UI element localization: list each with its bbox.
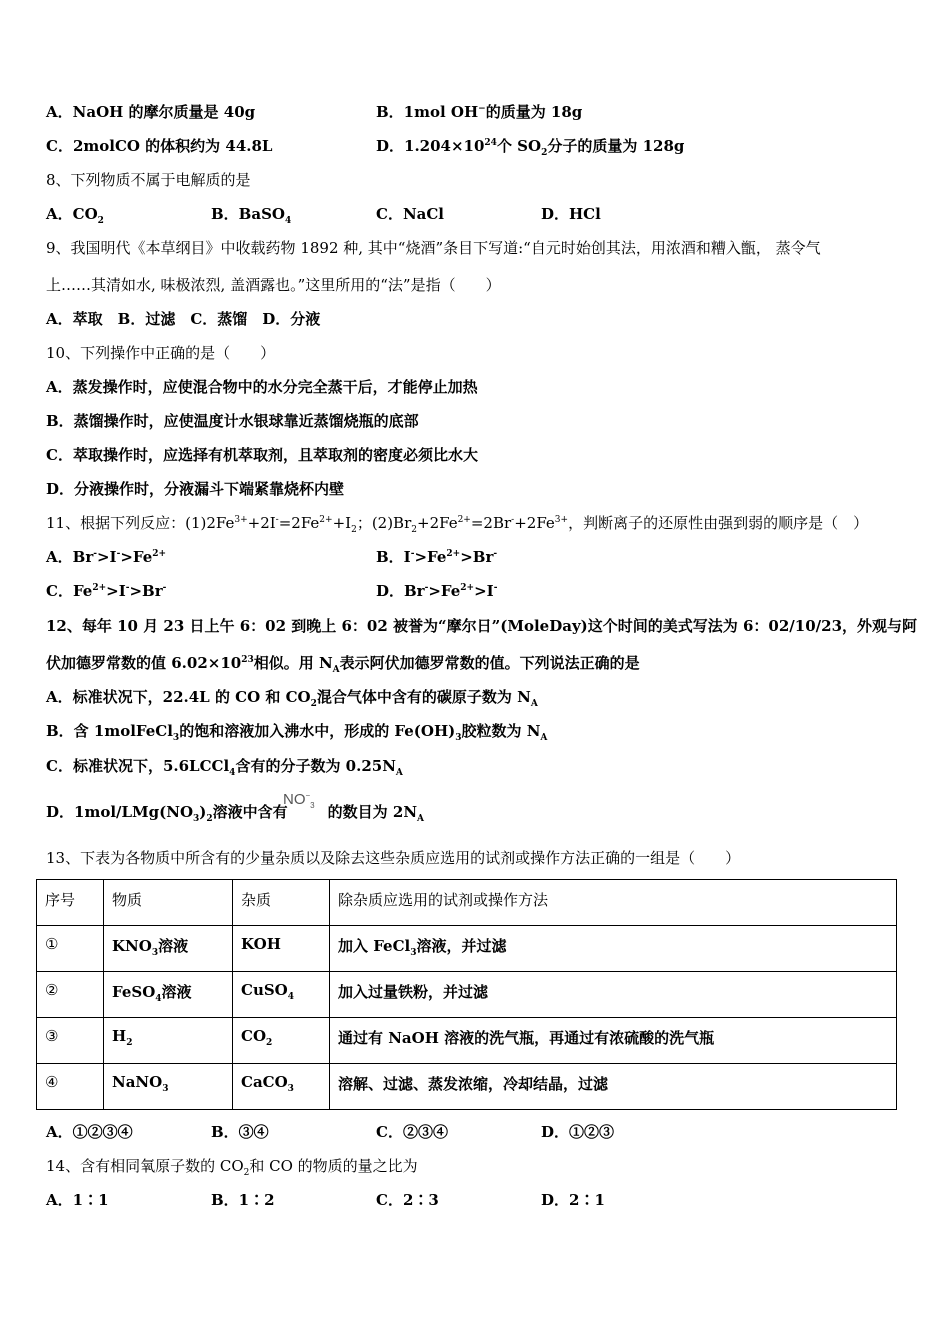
row-no: ① (37, 926, 104, 972)
header-impurity: 杂质 (233, 880, 330, 926)
q14-stem: 14、含有相同氧原子数的 $CO_2$和 CO 的物质的量之比为 (46, 1157, 418, 1178)
row-substance: FeSO$_4$溶液 (104, 972, 233, 1018)
row-method: 加入 FeCl$_3$溶液，并过滤 (330, 926, 897, 972)
q7-option-a: A．NaOH 的摩尔质量是 40g (46, 103, 256, 121)
q11-option-c: C．$Fe^{2+}>I^->Br^-$ (46, 582, 167, 600)
row-substance: $H_2$ (104, 1018, 233, 1064)
row-no: ④ (37, 1064, 104, 1110)
row-method: 溶解、过滤、蒸发浓缩，冷却结晶，过滤 (330, 1064, 897, 1110)
q7-option-b: B．1mol OH−的质量为 18g (376, 103, 583, 121)
q11-option-b: B．$I^->Fe^{2+}>Br^-$ (376, 548, 498, 566)
q8-option-c: C．NaCl (376, 205, 445, 223)
table-row (37, 1018, 897, 1064)
q13-option-c: C．②③④ (376, 1123, 448, 1141)
nitrate-formula: $NO^-_3$ (283, 791, 315, 810)
q12-option-c: C．标准状况下，5.6LCCl$_4$含有的分子数为 $0.25N_A$ (46, 757, 403, 778)
table-row (37, 926, 897, 972)
row-method: 通过有 NaOH 溶液的洗气瓶，再通过有浓硫酸的洗气瓶 (330, 1018, 897, 1064)
q8-option-d: D．HCl (541, 205, 601, 223)
q13-option-d: D．①②③ (541, 1123, 615, 1141)
table-row (37, 1064, 897, 1110)
q8-option-a: A．$CO_2$ (46, 205, 104, 226)
row-impurity: CuSO$_4$ (233, 972, 330, 1018)
q7-option-d: D．$1.204\times 10^{24}$个 $SO_2$分子的质量为 128g (376, 137, 685, 158)
table-header-row (37, 880, 897, 926)
q7-option-c: C．2molCO 的体积约为 44.8L (46, 137, 273, 155)
row-impurity: CaCO$_3$ (233, 1064, 330, 1110)
row-method: 加入过量铁粉，并过滤 (330, 972, 897, 1018)
q11-option-d: D．$Br^->Fe^{2+}>I^-$ (376, 582, 498, 600)
q10-stem: 10、下列操作中正确的是（ ） (46, 344, 276, 362)
q13-stem: 13、下表为各物质中所含有的少量杂质以及除去这些杂质应选用的试剂或操作方法正确的一组是（ ） (46, 849, 741, 867)
impurity-table (36, 879, 897, 1110)
row-substance: NaNO$_3$ (104, 1064, 233, 1110)
q12-option-d: D．$1mol/LMg(NO_3)_2$溶液中含有 的数目为 $2N_A$ (46, 803, 425, 824)
q8-stem: 8、下列物质不属于电解质的是 (46, 171, 251, 189)
header-method: 除杂质应选用的试剂或操作方法 (330, 880, 897, 926)
q10-option-b: B．蒸馏操作时，应使温度计水银球靠近蒸馏烧瓶的底部 (46, 412, 419, 430)
q10-option-a: A．蒸发操作时，应使混合物中的水分完全蒸干后，才能停止加热 (46, 378, 478, 396)
q12-stem-line2: 伏加德罗常数的值 $6.02\times 10^{23}$相似。用 $N_A$表示阿伏加德罗常数的值。下列说法正确的是 (46, 654, 640, 675)
q11-option-a: A．$Br^->I^->Fe^{2+}$ (46, 548, 167, 566)
q11-stem: 11、根据下列反应：$(1)2Fe^{3+}+2I^-=2Fe^{2+}+I_2$；$(2)Br_2+2Fe^{2+}=2Br^-+2Fe^{3+}$，判断离子的还原性由强到弱的顺序是（ ） (46, 514, 869, 535)
header-no: 序号 (37, 880, 104, 926)
q9-stem-line1: 9、我国明代《本草纲目》中收载药物 1892 种, 其中“烧酒”条目下写道:“自元时始创其法，用浓酒和糟入甑， 蒸令气 (46, 239, 821, 257)
q14-option-a: A．1∶1 (46, 1191, 109, 1209)
row-impurity: KOH (233, 926, 330, 972)
q14-option-b: B．1∶2 (211, 1191, 275, 1209)
row-no: ② (37, 972, 104, 1018)
q9-options: A．萃取 B．过滤 C．蒸馏 D．分液 (46, 310, 321, 328)
row-substance: $KNO_3$溶液 (104, 926, 233, 972)
q9-stem-line2: 上……其清如水, 味极浓烈, 盖酒露也。”这里所用的“法”是指（ ） (46, 276, 501, 294)
q10-option-c: C．萃取操作时，应选择有机萃取剂，且萃取剂的密度必须比水大 (46, 446, 478, 464)
q12-option-a: A．标准状况下，22.4L 的 CO 和 $CO_2$混合气体中含有的碳原子数为 $N_A$ (46, 688, 538, 709)
q12-option-b: B．含 1molFeCl$_3$的饱和溶液加入沸水中，形成的 $Fe(OH)_3$胶粒数为 $N_A$ (46, 722, 548, 743)
header-substance: 物质 (104, 880, 233, 926)
table-row (37, 972, 897, 1018)
q13-option-b: B．③④ (211, 1123, 269, 1141)
q10-option-d: D．分液操作时，分液漏斗下端紧靠烧杯内壁 (46, 480, 345, 498)
q12-stem-line1: 12、每年 10 月 23 日上午 6：02 到晚上 6：02 被誉为“摩尔日”(MoleDay)这个时间的美式写法为 6：02/10/23，外观与阿 (46, 617, 918, 635)
row-impurity: $CO_2$ (233, 1018, 330, 1064)
row-no: ③ (37, 1018, 104, 1064)
q14-option-c: C．2∶3 (376, 1191, 439, 1209)
q14-option-d: D．2∶1 (541, 1191, 605, 1209)
q13-option-a: A．①②③④ (46, 1123, 133, 1141)
q8-option-b: B．BaSO$_4$ (211, 205, 292, 226)
